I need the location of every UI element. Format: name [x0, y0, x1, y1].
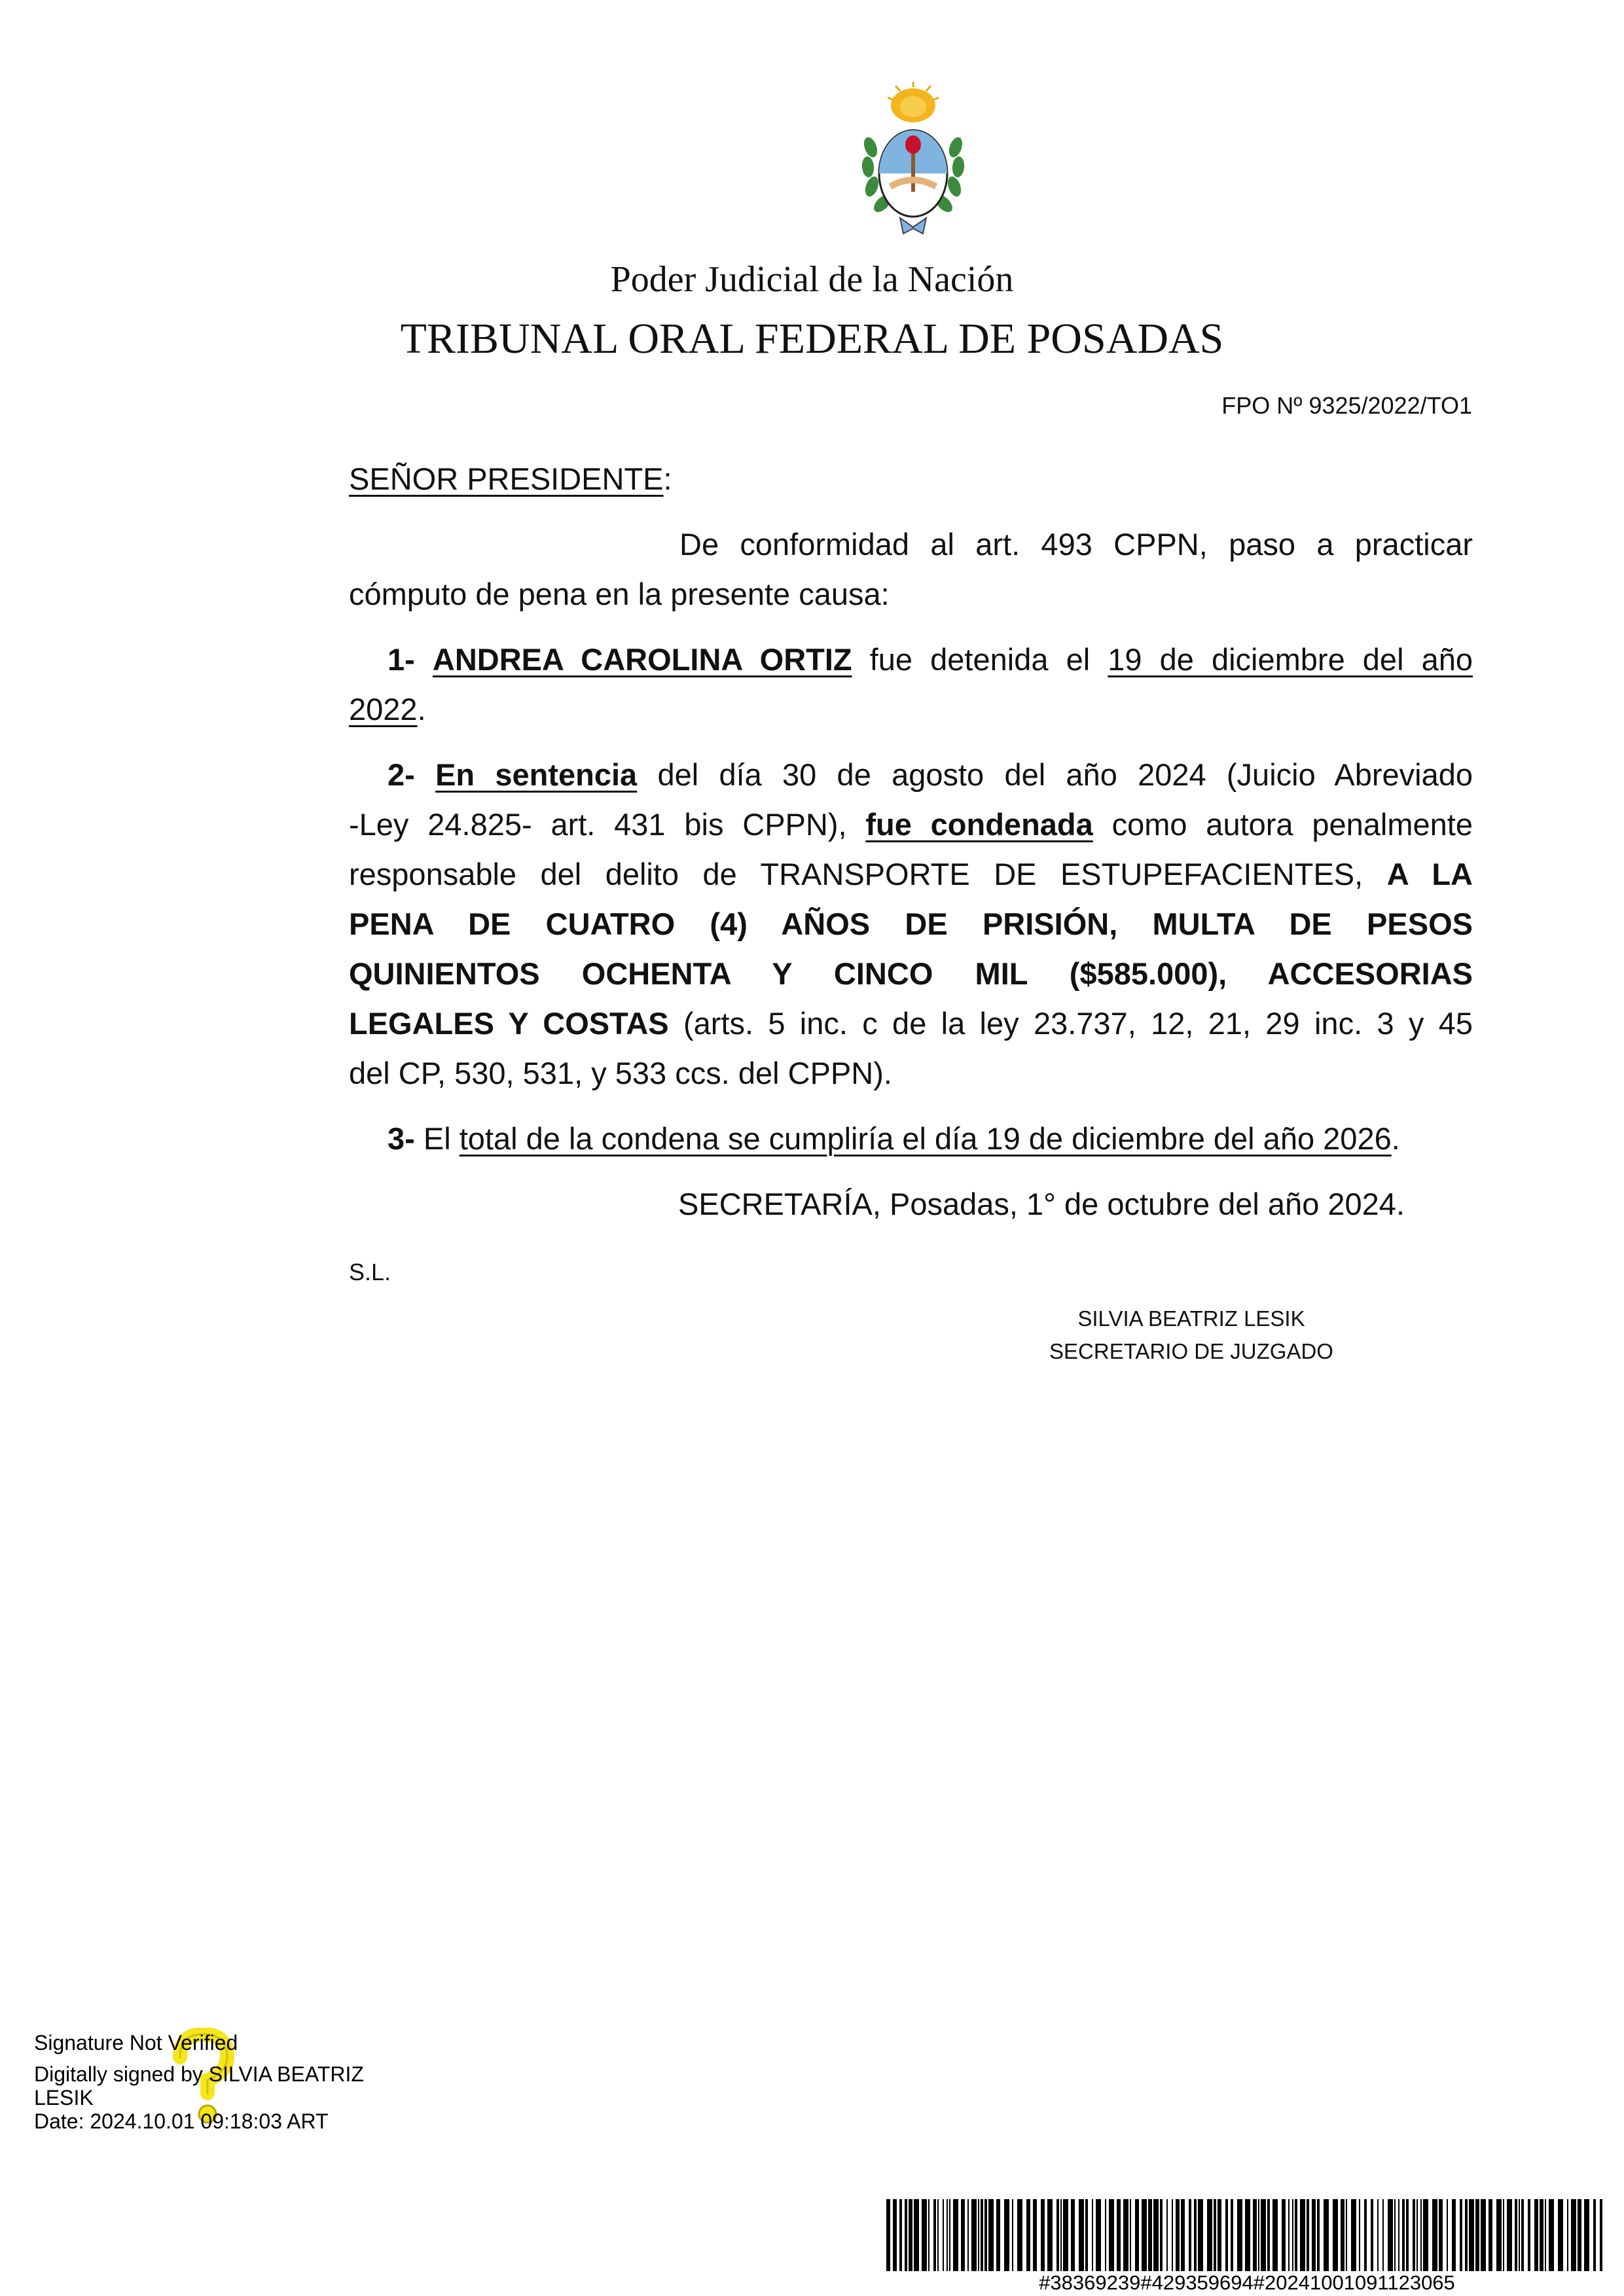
signed-by-line-1: Digitally signed by SILVIA BEATRIZ — [34, 2062, 364, 2086]
barcode-bar — [1194, 2199, 1197, 2271]
item-2-line-3-a: responsable del delito de TRANSPORTE DE ESTUPEFACIENTES, — [349, 857, 1363, 891]
barcode-bar — [1160, 2199, 1163, 2271]
barcode-bar — [947, 2199, 948, 2271]
barcode-bar — [1253, 2199, 1257, 2271]
digital-signature-block — [34, 2031, 427, 2133]
barcode-bar — [937, 2199, 939, 2271]
barcode-bar — [1371, 2199, 1373, 2271]
item-3 — [349, 1114, 1473, 1164]
barcode-bar — [1096, 2199, 1101, 2271]
barcode-bar — [1041, 2199, 1045, 2271]
shield-icon — [879, 130, 947, 217]
barcode-bar — [1382, 2199, 1384, 2271]
barcode-bar — [1237, 2199, 1242, 2271]
defendant-name: ANDREA CAROLINA ORTIZ — [432, 642, 852, 677]
barcode-bar — [905, 2199, 907, 2271]
barcode-bar — [1402, 2199, 1405, 2271]
barcode-bar — [1388, 2199, 1393, 2271]
item-1-number: 1- — [388, 642, 415, 677]
barcode-bar — [1012, 2199, 1013, 2271]
barcode-bar — [1109, 2199, 1114, 2271]
place-and-date: SECRETARÍA, Posadas, 1° de octubre del año 2024. — [678, 1187, 1405, 1221]
barcode-bar — [984, 2199, 987, 2271]
barcode-bar — [971, 2199, 977, 2271]
barcode-bar — [1231, 2199, 1233, 2271]
barcode-bar — [1272, 2199, 1278, 2271]
barcode-bar — [914, 2199, 919, 2271]
court-title: TRIBUNAL ORAL FEDERAL DE POSADAS — [400, 315, 1224, 363]
item-2-line-2-a: -Ley 24.825- art. 431 bis CPPN), — [349, 807, 847, 842]
barcode-bar — [1571, 2199, 1576, 2271]
barcode-bar — [1148, 2199, 1152, 2271]
barcode-bar — [1079, 2199, 1084, 2271]
signed-by-line-2: LESIK — [34, 2086, 94, 2109]
barcode-bar — [1324, 2199, 1329, 2271]
salutation: SEÑOR PRESIDENTE: — [349, 461, 672, 496]
barcode-bar — [909, 2199, 912, 2271]
barcode-bar — [1423, 2199, 1428, 2271]
barcode-bar — [953, 2199, 958, 2271]
barcode-bar — [1496, 2199, 1502, 2271]
barcode-bar — [1447, 2199, 1448, 2271]
barcode-bar — [949, 2199, 950, 2271]
barcode-bar — [1593, 2199, 1596, 2271]
barcode-bar — [1567, 2199, 1568, 2271]
detention-date-part-2: 2022 — [349, 692, 418, 726]
barcode-bar — [943, 2199, 944, 2271]
barcode-number: #38369239#429359694#20241001091123065 — [1039, 2271, 1455, 2294]
coat-of-arms-seal — [857, 82, 969, 239]
barcode-bar — [1218, 2199, 1221, 2271]
item-1-line-1 — [349, 635, 1473, 685]
barcode-bar — [1063, 2199, 1068, 2271]
barcode-bar — [967, 2199, 969, 2271]
barcode-bar — [1432, 2199, 1437, 2271]
barcode-bar — [1503, 2199, 1504, 2271]
item-1-line-2: 2022. — [349, 692, 426, 726]
item-2 — [349, 750, 1473, 1098]
barcode-bar — [1207, 2199, 1212, 2271]
barcode-bar — [899, 2199, 902, 2271]
barcode-bar — [1600, 2199, 1602, 2271]
signature-date: Date: 2024.10.01 09:18:03 ART — [34, 2109, 329, 2133]
intro-line-1: De conformidad al art. 493 CPPN, paso a practicar — [679, 527, 1473, 562]
barcode-bar — [1033, 2199, 1037, 2271]
barcode-bar — [1288, 2199, 1290, 2271]
barcode-bar — [1060, 2199, 1062, 2271]
barcode-bar — [1558, 2199, 1563, 2271]
barcode-bar — [978, 2199, 979, 2271]
item-2-line-6-bold: LEGALES Y COSTAS — [349, 1006, 669, 1041]
barcode-bar — [1351, 2199, 1356, 2271]
case-number: FPO Nº 9325/2022/TO1 — [1221, 392, 1472, 419]
item-3-number: 3- — [388, 1121, 415, 1156]
barcode-bar — [1166, 2199, 1168, 2271]
barcode-bar — [1521, 2199, 1524, 2271]
barcode-bar — [1117, 2199, 1121, 2271]
signer-title: SECRETARIO DE JUZGADO — [1049, 1339, 1333, 1363]
barcode-bar — [1123, 2199, 1128, 2271]
barcode-bar — [1439, 2199, 1443, 2271]
barcode-bar — [1056, 2199, 1059, 2271]
item-3-text: El — [423, 1121, 451, 1156]
barcode-bar — [1469, 2199, 1474, 2271]
barcode-bar — [922, 2199, 927, 2271]
barcode-bar — [1307, 2199, 1309, 2271]
barcode-bar — [1413, 2199, 1415, 2271]
barcode-bar — [1534, 2199, 1538, 2271]
barcode-bar — [1176, 2199, 1180, 2271]
barcode-bar — [1214, 2199, 1216, 2271]
barcode-bar — [1519, 2199, 1520, 2271]
barcode-bar — [1465, 2199, 1468, 2271]
signer-block — [1021, 1302, 1362, 1368]
barcode-bar — [1545, 2199, 1546, 2271]
barcode-bar — [1398, 2199, 1399, 2271]
salutation-text: SEÑOR PRESIDENTE — [349, 461, 664, 496]
barcode-bar — [1130, 2199, 1131, 2271]
barcode-bar — [1181, 2199, 1185, 2271]
signature-status: Signature Not Verified — [34, 2031, 238, 2054]
barcode-bar — [996, 2199, 1000, 2271]
barcode-bar — [988, 2199, 994, 2271]
barcode-bar — [1333, 2199, 1338, 2271]
barcode-bar — [928, 2199, 929, 2271]
sentence-end-statement: total de la condena se cumpliría el día 19 de diciembre del año 2026 — [459, 1121, 1392, 1156]
barcode-bar — [1420, 2199, 1422, 2271]
barcode-bar — [1394, 2199, 1396, 2271]
item-2-line-3-bold: A LA — [1386, 857, 1473, 891]
item-2-line-1 — [349, 750, 1473, 800]
barcode-bar — [1026, 2199, 1030, 2271]
barcode-bar — [893, 2199, 897, 2271]
barcode-bar — [1578, 2199, 1581, 2271]
barcode-bar — [1317, 2199, 1320, 2271]
barcode-bar — [1282, 2199, 1286, 2271]
item-1 — [349, 635, 1473, 734]
barcode-bar — [1172, 2199, 1173, 2271]
item-2-line-3 — [349, 850, 1473, 899]
sun-icon — [888, 82, 939, 122]
item-2-line-5: QUINIENTOS OCHENTA Y CINCO MIL ($585.000), ACCESORIAS — [349, 956, 1473, 991]
barcode-bar — [1004, 2199, 1009, 2271]
barcode-bar — [1341, 2199, 1344, 2271]
barcode-bar — [1017, 2199, 1022, 2271]
barcode-bar — [933, 2199, 936, 2271]
intro-line-2: cómputo de pena en la presente causa: — [349, 577, 890, 611]
item-2-line-6 — [349, 999, 1473, 1049]
barcode-bar — [1584, 2199, 1589, 2271]
barcode-bar — [1507, 2199, 1512, 2271]
barcode-bar — [1225, 2199, 1228, 2271]
barcode-bar — [1047, 2199, 1053, 2271]
barcode-bar — [1258, 2199, 1259, 2271]
barcode-bar — [1406, 2199, 1409, 2271]
barcode-bar — [981, 2199, 983, 2271]
barcode-bar — [1346, 2199, 1347, 2271]
barcode-bar — [1153, 2199, 1159, 2271]
barcode-bar — [1071, 2199, 1075, 2271]
barcode-bar — [1377, 2199, 1379, 2271]
barcode-bar — [1452, 2199, 1456, 2271]
item-2-line-4: PENA DE CUATRO (4) AÑOS DE PRISIÓN, MULTA DE PESOS — [349, 906, 1473, 941]
barcode-bar — [1312, 2199, 1316, 2271]
barcode-bar — [1359, 2199, 1360, 2271]
barcode-bar — [1540, 2199, 1543, 2271]
detention-date-part-1: 19 de diciembre del año — [1108, 642, 1473, 677]
initials: S.L. — [349, 1259, 391, 1285]
barcode-bar — [1364, 2199, 1367, 2271]
item-2-number: 2- — [388, 757, 415, 792]
barcode-icon — [884, 2199, 1610, 2271]
barcode-bar — [1475, 2199, 1479, 2271]
barcode-bar — [1245, 2199, 1250, 2271]
item-1-text: fue detenida el — [869, 642, 1091, 677]
item-2-line-1-rest: del día 30 de agosto del año 2024 (Juicio Abreviado — [657, 757, 1473, 792]
institution-title: Poder Judicial de la Nación — [610, 259, 1014, 300]
signer-name: SILVIA BEATRIZ LESIK — [1077, 1306, 1305, 1331]
barcode-bar — [1515, 2199, 1517, 2271]
barcode-bar — [1481, 2199, 1486, 2271]
item-2-line-2 — [349, 800, 1473, 850]
barcode-bar — [1267, 2199, 1270, 2271]
barcode-bar — [1292, 2199, 1293, 2271]
intro-paragraph — [349, 520, 1473, 619]
barcode-bar — [1261, 2199, 1266, 2271]
barcode-bar — [1085, 2199, 1088, 2271]
convicted-label: fue condenada — [865, 807, 1093, 842]
barcode-bar — [1295, 2199, 1297, 2271]
barcode-bar — [961, 2199, 965, 2271]
sentence-label: En sentencia — [435, 757, 638, 792]
barcode-bar — [1189, 2199, 1191, 2271]
barcode-bar — [1416, 2199, 1418, 2271]
barcode-bar — [1549, 2199, 1554, 2271]
barcode-bar — [1142, 2199, 1147, 2271]
item-2-line-7: del CP, 530, 531, y 533 ccs. del CPPN). — [349, 1056, 892, 1090]
barcode-bar — [1300, 2199, 1305, 2271]
barcode-bar — [1135, 2199, 1139, 2271]
item-2-line-2-b: como autora penalmente — [1111, 807, 1473, 842]
barcode-bar — [1489, 2199, 1492, 2271]
barcode-bar — [1092, 2199, 1093, 2271]
barcode-bar — [1198, 2199, 1203, 2271]
barcode-bar — [1528, 2199, 1530, 2271]
item-2-line-6-rest: (arts. 5 inc. c de la ley 23.737, 12, 21, 29 inc. 3 y 45 — [683, 1006, 1473, 1041]
barcode-bar — [1105, 2199, 1106, 2271]
item-3-line-1: 3- El total de la condena se cumpliría el día 19 de diciembre del año 2026. — [388, 1121, 1400, 1156]
barcode-bar — [1460, 2199, 1462, 2271]
barcode-bar — [886, 2199, 890, 2271]
